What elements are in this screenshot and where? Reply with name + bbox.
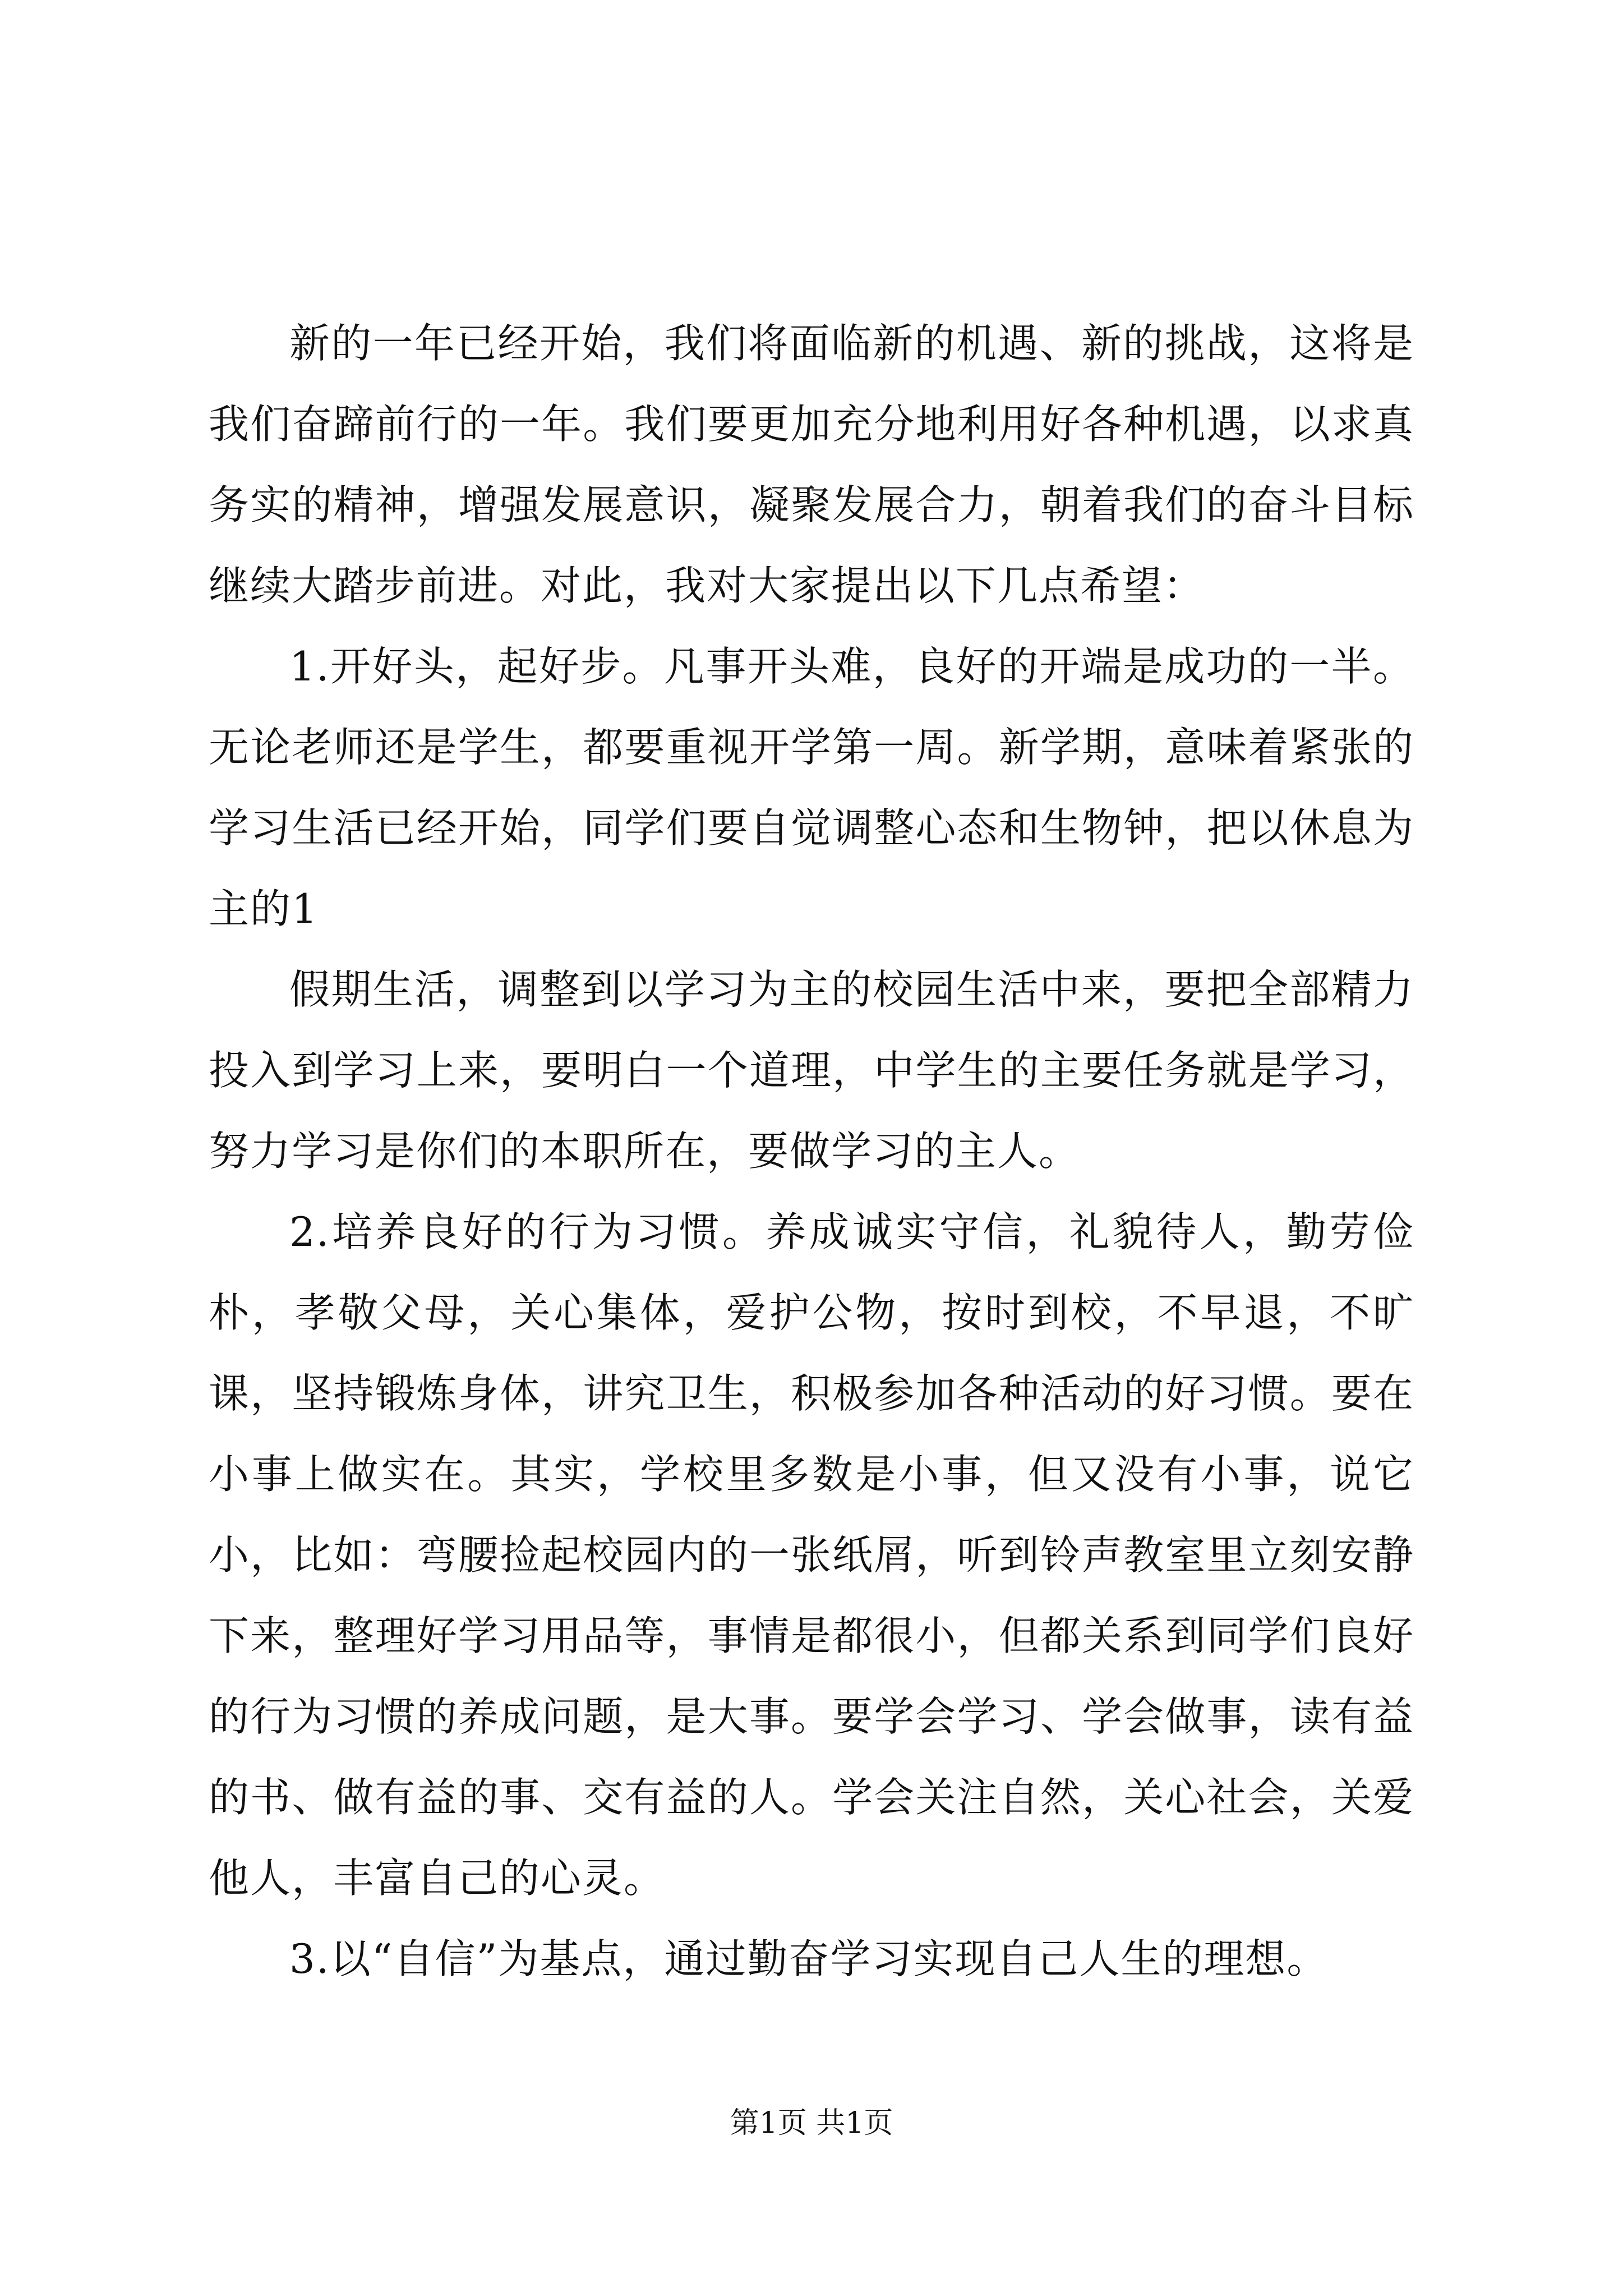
document-body — [209, 303, 1414, 1999]
paragraph-intro: 新的一年已经开始，我们将面临新的机遇、新的挑战，这将是我们奋蹄前行的一年。我们要更加充分地利用好各种机遇，以求真务实的精神，增强发展意识，凝聚发展合力，朝着我们的奋斗目标继续大踏步前进。对此，我对大家提出以下几点希望： — [209, 320, 1414, 609]
paragraph-point-1-continued: 假期生活，调整到以学习为主的校园生活中来，要把全部精力投入到学习上来，要明白一个道理，中学生的主要任务就是学习，努力学习是你们的本职所在，要做学习的主人。 — [209, 966, 1414, 1175]
paragraph-point-2: 2.培养良好的行为习惯。养成诚实守信，礼貌待人，勤劳俭朴，孝敬父母，关心集体，爱护公物，按时到校，不早退，不旷课，坚持锻炼身体，讲究卫生，积极参加各种活动的好习惯。要在小事上做实在。其实，学校里多数是小事，但又没有小事，说它小，比如：弯腰捡起校园内的一张纸屑，听到铃声教室里立刻安静下来，整理好学习用品等，事情是都很小，但都关系到同学们良好的行为习惯的养成问题，是大事。要学会学习、学会做事，读有益的书、做有益的事、交有益的人。学会关注自然，关心社会，关爱他人，丰富自己的心灵。 — [209, 1208, 1414, 1902]
page-footer: 第1页 共1页 — [730, 2106, 893, 2140]
paragraph-point-1: 1.开好头，起好步。凡事开头难，良好的开端是成功的一半。无论老师还是学生，都要重视开学第一周。新学期，意味着紧张的学习生活已经开始，同学们要自觉调整心态和生物钟，把以休息为主的1 — [209, 643, 1414, 932]
paragraph-point-3: 3.以“自信”为基点，通过勤奋学习实现自己人生的理想。 — [289, 1935, 1329, 1982]
